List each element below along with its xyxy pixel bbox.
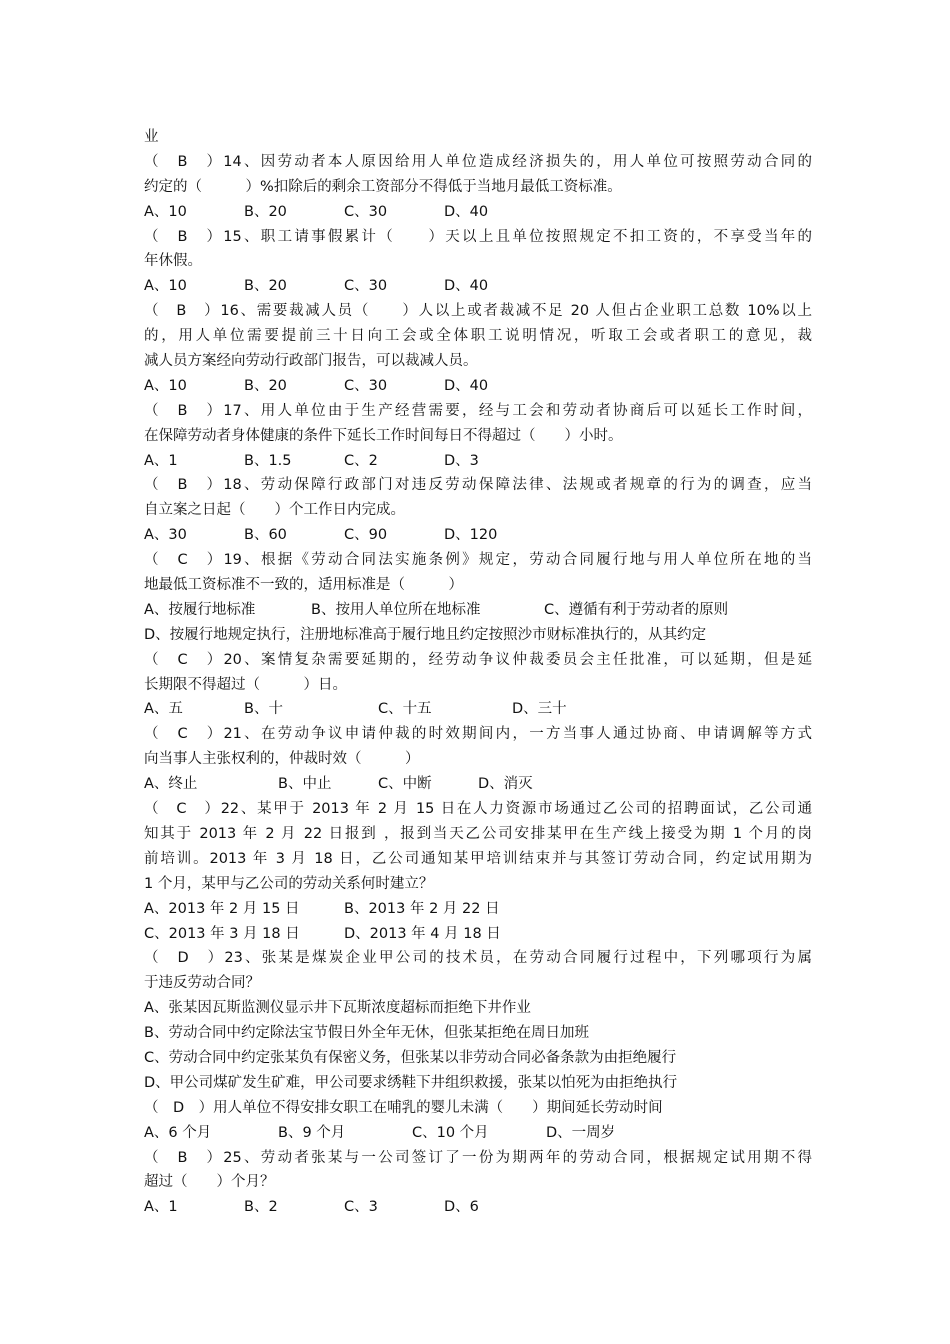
text-line: 自立案之日起（ ）个工作日内完成。: [144, 502, 405, 519]
text-line: （ B ）18、劳动保障行政部门对违反劳动保障法律、法规或者规章的行为的调查，应当: [144, 477, 812, 494]
text-line: （ C ）21、在劳动争议申请仲裁的时效期间内，一方当事人通过协商、申请调解等方式: [144, 726, 812, 743]
answer-option: D、消灭: [478, 776, 533, 793]
answer-options-row: [144, 697, 812, 722]
answer-option: B、20: [244, 203, 287, 220]
text-line: （ B ）17、用人单位由于生产经营需要，经与工会和劳动者协商后可以延长工作时间，: [144, 402, 812, 419]
answer-option: D、6: [444, 1199, 479, 1216]
document-body: [144, 125, 812, 1220]
answer-option: D、40: [444, 203, 489, 220]
answer-option: A、10: [144, 203, 187, 220]
answer-option: C、3: [344, 1199, 378, 1216]
answer-option: D、一周岁: [546, 1124, 616, 1141]
answer-option: C、遵循有利于劳动者的原则: [544, 601, 729, 618]
answer-option: C、十五: [378, 701, 432, 718]
answer-option: B、20: [244, 278, 287, 295]
text-line: 1 个月，某甲与乙公司的劳动关系何时建立？: [144, 875, 434, 892]
answer-option: D、40: [444, 377, 489, 394]
answer-option: B、2: [244, 1199, 278, 1216]
answer-options-row: [144, 274, 812, 299]
text-line: 于违反劳动合同？: [144, 975, 260, 992]
answer-option: A、1: [144, 452, 178, 469]
text-line: 知其于 2013 年 2 月 22 日报到 ，报到当天乙公司安排某甲在生产线上接受为期 1 个月的岗: [144, 825, 812, 842]
answer-option: D、三十: [512, 701, 567, 718]
text-line: 长期限不得超过（ ）日。: [144, 676, 347, 693]
answer-options-row: [144, 449, 812, 474]
answer-option: B、十: [244, 701, 283, 718]
text-line: 减人员方案经向劳动行政部门报告，可以裁减人员。: [144, 353, 478, 370]
text-line: （ C ）22、某甲于 2013 年 2 月 15 日在人力资源市场通过乙公司的招聘面试，乙公司通: [144, 801, 812, 818]
answer-options-row: [144, 598, 812, 623]
text-line: D、按履行地规定执行，注册地标准高于履行地且约定按照沙市财标准执行的，从其约定: [144, 626, 707, 643]
answer-option: A、2013 年 2 月 15 日: [144, 900, 300, 917]
answer-option: A、1: [144, 1199, 178, 1216]
answer-option: B、9 个月: [278, 1124, 346, 1141]
answer-option: B、60: [244, 527, 287, 544]
answer-option: C、中断: [378, 776, 432, 793]
text-line: 在保障劳动者身体健康的条件下延长工作时间每日不得超过（ ）小时。: [144, 427, 623, 444]
text-line: 地最低工资标准不一致的，适用标准是（ ）: [144, 577, 463, 594]
answer-option: B、中止: [278, 776, 332, 793]
answer-options-row: [144, 523, 812, 548]
text-line: 向当事人主张权利的，仲裁时效（ ）: [144, 751, 420, 768]
answer-option: B、2013 年 2 月 22 日: [344, 900, 500, 917]
answer-option: B、按用人单位所在地标准: [311, 601, 481, 618]
text-line: （ C ）19、根据《劳动合同法实施条例》规定，劳动合同履行地与用人单位所在地的当: [144, 552, 812, 569]
text-line: 的，用人单位需要提前三十日向工会或全体职工说明情况，听取工会或者职工的意见，裁: [144, 328, 812, 345]
answer-options-row: [144, 1121, 812, 1146]
answer-option: C、30: [344, 278, 388, 295]
text-line: A、张某因瓦斯监测仪显示井下瓦斯浓度超标而拒绝下井作业: [144, 1000, 531, 1017]
text-line: C、劳动合同中约定张某负有保密义务，但张某以非劳动合同必备条款为由拒绝履行: [144, 1049, 677, 1066]
text-line: （ B ）15、职工请事假累计（ ）天以上且单位按照规定不扣工资的，不享受当年的: [144, 228, 812, 245]
answer-option: C、30: [344, 377, 388, 394]
text-line: 前培训。2013 年 3 月 18 日，乙公司通知某甲培训结束并与其签订劳动合同，约定试用期为: [144, 850, 812, 867]
text-line: （ D ）用人单位不得安排女职工在哺乳的婴儿未满（ ）期间延长劳动时间: [144, 1099, 663, 1116]
answer-option: D、2013 年 4 月 18 日: [344, 925, 501, 942]
answer-option: C、2013 年 3 月 18 日: [144, 925, 300, 942]
answer-options-row: [144, 772, 812, 797]
text-line: （ D ）23、张某是煤炭企业甲公司的技术员，在劳动合同履行过程中，下列哪项行为属: [144, 950, 812, 967]
answer-option: A、按履行地标准: [144, 601, 256, 618]
answer-option: D、40: [444, 278, 489, 295]
answer-option: A、6 个月: [144, 1124, 212, 1141]
answer-option: A、五: [144, 701, 183, 718]
answer-option: C、10 个月: [412, 1124, 489, 1141]
answer-option: A、30: [144, 527, 187, 544]
answer-option: A、终止: [144, 776, 198, 793]
answer-options-row: [144, 922, 812, 947]
text-line: 业: [144, 129, 159, 145]
text-line: B、劳动合同中约定除法宝节假日外全年无休，但张某拒绝在周日加班: [144, 1025, 589, 1042]
answer-option: C、30: [344, 203, 388, 220]
answer-option: C、90: [344, 527, 388, 544]
answer-option: C、2: [344, 452, 378, 469]
answer-options-row: [144, 1195, 812, 1220]
text-line: （ B ）25、劳动者张某与一公司签订了一份为期两年的劳动合同，根据规定试用期不得: [144, 1149, 812, 1166]
text-line: 年休假。: [144, 253, 202, 270]
answer-option: B、20: [244, 377, 287, 394]
answer-option: D、120: [444, 527, 498, 544]
text-line: （ B ）16、需要裁减人员（ ）人以上或者裁减不足 20 人但占企业职工总数 10%以上: [144, 303, 812, 320]
text-line: （ B ）14、因劳动者本人原因给用人单位造成经济损失的，用人单位可按照劳动合同的: [144, 153, 812, 170]
text-line: D、甲公司煤矿发生矿难，甲公司要求绣鞋下井组织救援，张某以怕死为由拒绝执行: [144, 1074, 678, 1091]
answer-options-row: [144, 374, 812, 399]
answer-options-row: [144, 897, 812, 922]
answer-option: D、3: [444, 452, 479, 469]
answer-options-row: [144, 200, 812, 225]
text-line: 超过（ ）个月？: [144, 1174, 275, 1191]
answer-option: B、1.5: [244, 452, 292, 469]
text-line: （ C ）20、案情复杂需要延期的，经劳动争议仲裁委员会主任批准，可以延期，但是延: [144, 651, 812, 668]
answer-option: A、10: [144, 278, 187, 295]
text-line: 约定的（ ）%扣除后的剩余工资部分不得低于当地月最低工资标准。: [144, 178, 622, 195]
answer-option: A、10: [144, 377, 187, 394]
